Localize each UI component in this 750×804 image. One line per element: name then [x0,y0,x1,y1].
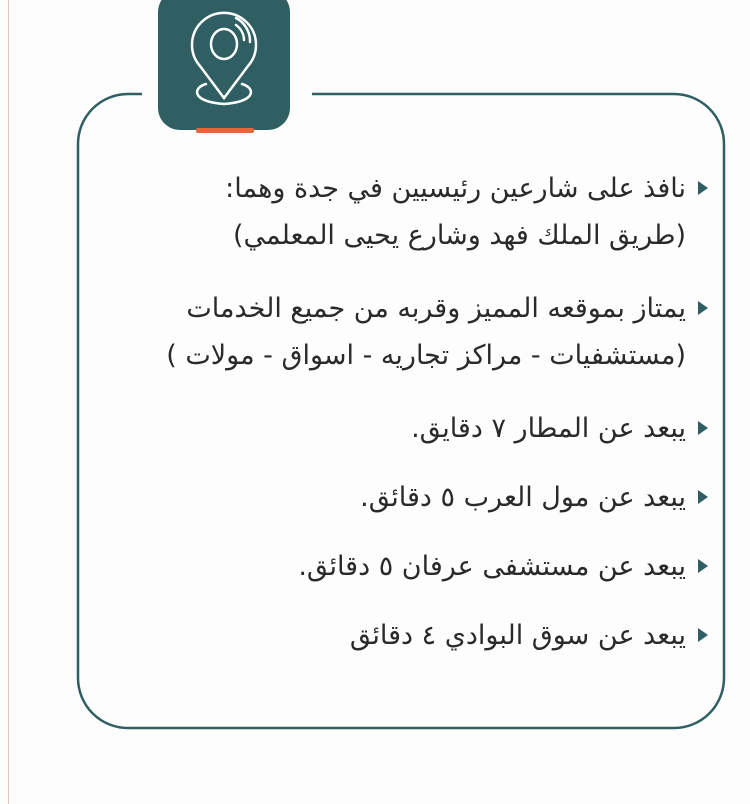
item-line: (طريق الملك فهد وشارع يحيى المعلمي) [232,220,686,251]
list-item [68,405,708,452]
tile-accent-bar [196,128,254,133]
item-line: يمتاز بموقعه المميز وقربه من جميع الخدمات [186,293,686,324]
bullet-triangle-icon [698,301,708,315]
location-pin-icon [178,8,270,108]
item-line: (مستشفيات - مراكز تجاريه - اسواق - مولات ) [166,340,686,371]
bullet-triangle-icon [698,421,708,435]
bullet-triangle-icon [698,559,708,573]
item-line: يبعد عن المطار ٧ دقايق. [411,413,686,444]
bullet-triangle-icon [698,490,708,504]
list-item [68,612,708,659]
item-line: يبعد عن سوق البوادي ٤ دقائق [349,620,686,651]
list-item [68,165,708,259]
list-item [68,543,708,590]
item-line: يبعد عن مستشفى عرفان ٥ دقائق. [298,551,686,582]
list-item [68,474,708,521]
bullet-triangle-icon [698,181,708,195]
list-item [68,285,708,379]
bullet-triangle-icon [698,628,708,642]
item-line: يبعد عن مول العرب ٥ دقائق. [360,482,686,513]
item-line: نافذ على شارعين رئيسيين في جدة وهما: [225,173,686,204]
features-list [68,165,708,685]
